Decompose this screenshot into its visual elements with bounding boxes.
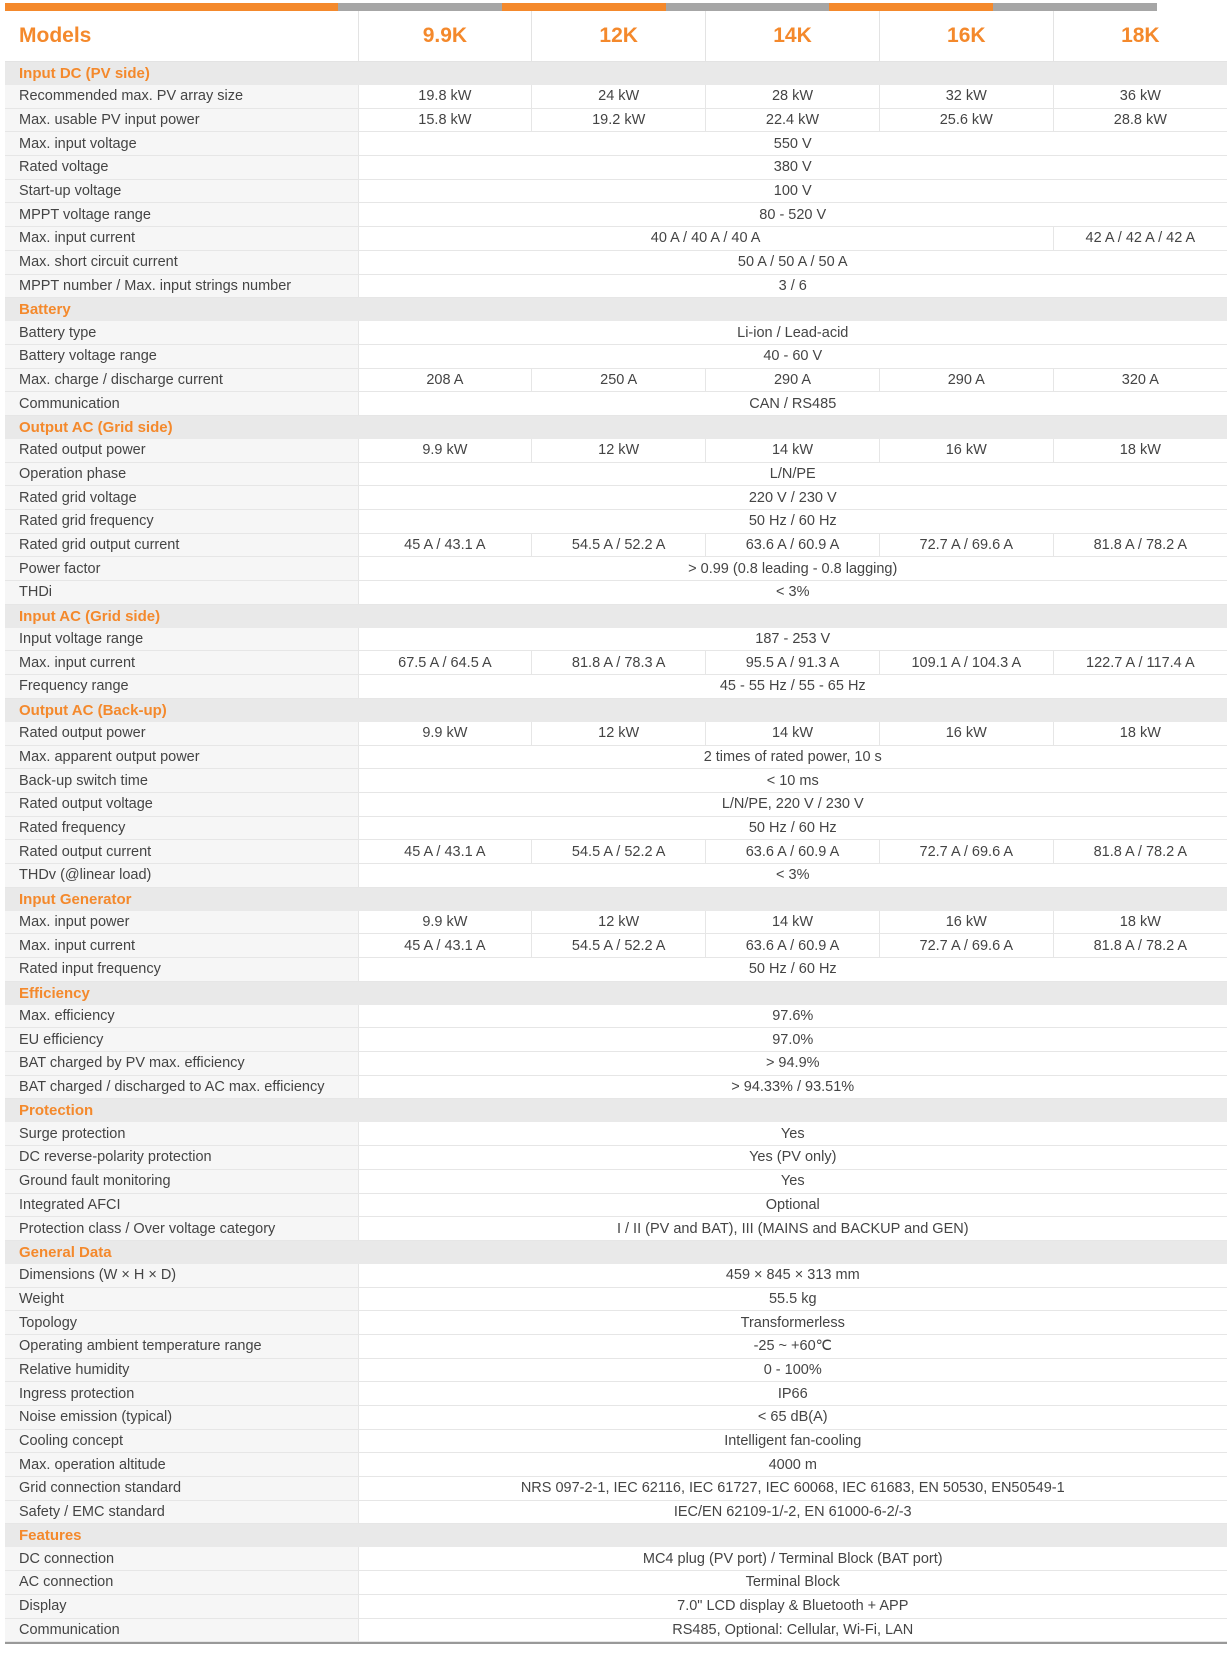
model-column-header: 14K [706, 11, 880, 62]
spec-body [5, 62, 1227, 1642]
value-cell: 42 A / 42 A / 42 A [1053, 227, 1227, 251]
table-row [5, 368, 1227, 392]
row-label: Max. operation altitude [5, 1453, 358, 1477]
row-label: Ground fault monitoring [5, 1169, 358, 1193]
value-cell: < 10 ms [358, 769, 1227, 793]
value-cell: 25.6 kW [879, 108, 1053, 132]
row-label: Start-up voltage [5, 179, 358, 203]
row-label: Max. usable PV input power [5, 108, 358, 132]
table-row [5, 1146, 1227, 1170]
table-row [5, 108, 1227, 132]
table-row [5, 557, 1227, 581]
row-label: Rated output power [5, 722, 358, 745]
value-cell: 97.0% [358, 1028, 1227, 1052]
table-row [5, 1429, 1227, 1453]
row-label: Operation phase [5, 462, 358, 486]
row-label: MPPT number / Max. input strings number [5, 274, 358, 298]
row-label: Noise emission (typical) [5, 1406, 358, 1430]
table-row [5, 1406, 1227, 1430]
table-row [5, 863, 1227, 887]
table-row [5, 533, 1227, 557]
section-title: Input Generator [5, 887, 1227, 911]
row-label: Cooling concept [5, 1429, 358, 1453]
table-row [5, 250, 1227, 274]
section-title: Output AC (Grid side) [5, 415, 1227, 439]
value-cell: 50 Hz / 60 Hz [358, 958, 1227, 982]
table-row [5, 1264, 1227, 1287]
row-label: Max. input power [5, 911, 358, 934]
section-title: Protection [5, 1099, 1227, 1123]
section-header-row [5, 62, 1227, 86]
value-cell: 54.5 A / 52.2 A [532, 840, 706, 864]
value-cell: Yes [358, 1122, 1227, 1145]
section-header-row [5, 604, 1227, 628]
table-row [5, 227, 1227, 251]
value-cell: 45 A / 43.1 A [358, 934, 532, 958]
row-label: Rated output voltage [5, 792, 358, 816]
table-row [5, 1594, 1227, 1618]
row-label: Rated frequency [5, 816, 358, 840]
table-row [5, 911, 1227, 934]
model-column-header: 12K [532, 11, 706, 62]
section-header-row [5, 1240, 1227, 1264]
value-cell: 15.8 kW [358, 108, 532, 132]
value-cell: 9.9 kW [358, 722, 532, 745]
value-cell: 18 kW [1053, 439, 1227, 462]
section-header-row [5, 981, 1227, 1005]
row-label: Recommended max. PV array size [5, 85, 358, 108]
value-cell: 97.6% [358, 1005, 1227, 1028]
section-title: Input DC (PV side) [5, 62, 1227, 86]
value-cell: 459 × 845 × 313 mm [358, 1264, 1227, 1287]
bottom-rule [5, 1642, 1227, 1644]
value-cell: > 0.99 (0.8 leading - 0.8 lagging) [358, 557, 1227, 581]
value-cell: Transformerless [358, 1311, 1227, 1335]
value-cell: 4000 m [358, 1453, 1227, 1477]
model-column-header: 16K [879, 11, 1053, 62]
value-cell: Li-ion / Lead-acid [358, 321, 1227, 344]
table-row [5, 816, 1227, 840]
row-label: DC connection [5, 1547, 358, 1570]
spec-table [5, 11, 1227, 1642]
row-label: THDi [5, 581, 358, 605]
table-row [5, 1311, 1227, 1335]
table-row [5, 1005, 1227, 1028]
row-label: Display [5, 1594, 358, 1618]
value-cell: 45 A / 43.1 A [358, 533, 532, 557]
row-label: Integrated AFCI [5, 1193, 358, 1217]
row-label: Max. input current [5, 227, 358, 251]
value-cell: 63.6 A / 60.9 A [706, 934, 880, 958]
value-cell: 67.5 A / 64.5 A [358, 651, 532, 675]
section-header-row [5, 887, 1227, 911]
value-cell: L/N/PE, 220 V / 230 V [358, 792, 1227, 816]
value-cell: IEC/EN 62109-1/-2, EN 61000-6-2/-3 [358, 1500, 1227, 1524]
row-label: Power factor [5, 557, 358, 581]
value-cell: < 65 dB(A) [358, 1406, 1227, 1430]
value-cell: CAN / RS485 [358, 392, 1227, 416]
value-cell: 220 V / 230 V [358, 486, 1227, 510]
row-label: Rated grid frequency [5, 510, 358, 534]
table-row [5, 840, 1227, 864]
value-cell: 28 kW [706, 85, 880, 108]
section-title: General Data [5, 1240, 1227, 1264]
value-cell: L/N/PE [358, 462, 1227, 486]
value-cell: 208 A [358, 368, 532, 392]
value-cell: 32 kW [879, 85, 1053, 108]
row-label: Max. input current [5, 651, 358, 675]
row-label: Rated output power [5, 439, 358, 462]
value-cell: > 94.9% [358, 1052, 1227, 1076]
value-cell: 0 - 100% [358, 1358, 1227, 1382]
table-row [5, 85, 1227, 108]
value-cell: 14 kW [706, 722, 880, 745]
value-cell: 12 kW [532, 439, 706, 462]
header-color-bars [5, 3, 1227, 11]
header-color-bar [338, 3, 502, 11]
table-row [5, 1334, 1227, 1358]
value-cell: 72.7 A / 69.6 A [879, 934, 1053, 958]
table-row [5, 179, 1227, 203]
table-row [5, 1217, 1227, 1241]
value-cell: 45 A / 43.1 A [358, 840, 532, 864]
table-row [5, 581, 1227, 605]
value-cell: 187 - 253 V [358, 628, 1227, 651]
row-label: Max. short circuit current [5, 250, 358, 274]
table-row [5, 1075, 1227, 1099]
value-cell: 16 kW [879, 911, 1053, 934]
row-label: Operating ambient temperature range [5, 1334, 358, 1358]
value-cell: 80 - 520 V [358, 203, 1227, 227]
table-row [5, 344, 1227, 368]
row-label: BAT charged by PV max. efficiency [5, 1052, 358, 1076]
row-label: Dimensions (W × H × D) [5, 1264, 358, 1287]
value-cell: 100 V [358, 179, 1227, 203]
row-label: AC connection [5, 1571, 358, 1595]
row-label: Input voltage range [5, 628, 358, 651]
value-cell: Yes [358, 1169, 1227, 1193]
model-column-header: 9.9K [358, 11, 532, 62]
row-label: EU efficiency [5, 1028, 358, 1052]
value-cell: < 3% [358, 581, 1227, 605]
row-label: Max. charge / discharge current [5, 368, 358, 392]
value-cell: 12 kW [532, 911, 706, 934]
row-label: Surge protection [5, 1122, 358, 1145]
row-label: THDv (@linear load) [5, 863, 358, 887]
value-cell: 54.5 A / 52.2 A [532, 533, 706, 557]
value-cell: Terminal Block [358, 1571, 1227, 1595]
table-row [5, 1571, 1227, 1595]
value-cell: -25 ~ +60℃ [358, 1334, 1227, 1358]
model-column-header: 18K [1053, 11, 1227, 62]
value-cell: 81.8 A / 78.2 A [1053, 840, 1227, 864]
section-header-row [5, 1099, 1227, 1123]
table-row [5, 132, 1227, 156]
row-label: DC reverse-polarity protection [5, 1146, 358, 1170]
value-cell: 9.9 kW [358, 439, 532, 462]
row-label: Back-up switch time [5, 769, 358, 793]
value-cell: 95.5 A / 91.3 A [706, 651, 880, 675]
value-cell: 36 kW [1053, 85, 1227, 108]
table-row [5, 792, 1227, 816]
row-label: Rated grid voltage [5, 486, 358, 510]
header-color-bar [829, 3, 993, 11]
row-label: Rated input frequency [5, 958, 358, 982]
table-row [5, 156, 1227, 180]
table-row [5, 1477, 1227, 1501]
value-cell: 14 kW [706, 911, 880, 934]
table-row [5, 1358, 1227, 1382]
value-cell: 63.6 A / 60.9 A [706, 533, 880, 557]
table-row [5, 1547, 1227, 1570]
value-cell: 81.8 A / 78.3 A [532, 651, 706, 675]
section-header-row [5, 415, 1227, 439]
header-color-bar [502, 3, 666, 11]
row-label: Max. efficiency [5, 1005, 358, 1028]
value-cell: 7.0" LCD display & Bluetooth + APP [358, 1594, 1227, 1618]
table-row [5, 1028, 1227, 1052]
value-cell: 28.8 kW [1053, 108, 1227, 132]
table-row [5, 722, 1227, 745]
value-cell: 16 kW [879, 722, 1053, 745]
row-label: Battery type [5, 321, 358, 344]
table-row [5, 1052, 1227, 1076]
row-label: Rated grid output current [5, 533, 358, 557]
row-label: Communication [5, 392, 358, 416]
value-cell: 72.7 A / 69.6 A [879, 840, 1053, 864]
value-cell: 24 kW [532, 85, 706, 108]
row-label: Weight [5, 1287, 358, 1311]
table-row [5, 628, 1227, 651]
value-cell: 81.8 A / 78.2 A [1053, 533, 1227, 557]
value-cell: Optional [358, 1193, 1227, 1217]
models-header-row [5, 11, 1227, 62]
value-cell: 320 A [1053, 368, 1227, 392]
value-cell: 40 A / 40 A / 40 A [358, 227, 1053, 251]
section-title: Features [5, 1524, 1227, 1548]
value-cell: 19.8 kW [358, 85, 532, 108]
row-label: Relative humidity [5, 1358, 358, 1382]
table-row [5, 1287, 1227, 1311]
spec-sheet [5, 3, 1227, 1644]
table-row [5, 769, 1227, 793]
value-cell: Intelligent fan-cooling [358, 1429, 1227, 1453]
row-label: Communication [5, 1618, 358, 1642]
table-row [5, 1382, 1227, 1406]
value-cell: 3 / 6 [358, 274, 1227, 298]
section-title: Battery [5, 298, 1227, 322]
value-cell: 380 V [358, 156, 1227, 180]
value-cell: 18 kW [1053, 911, 1227, 934]
section-header-row [5, 298, 1227, 322]
row-label: MPPT voltage range [5, 203, 358, 227]
section-title: Output AC (Back-up) [5, 698, 1227, 722]
value-cell: 45 - 55 Hz / 55 - 65 Hz [358, 675, 1227, 699]
value-cell: > 94.33% / 93.51% [358, 1075, 1227, 1099]
value-cell: 290 A [706, 368, 880, 392]
value-cell: 250 A [532, 368, 706, 392]
table-row [5, 1453, 1227, 1477]
table-row [5, 958, 1227, 982]
header-color-bar [5, 3, 338, 11]
value-cell: 9.9 kW [358, 911, 532, 934]
table-row [5, 675, 1227, 699]
row-label: Max. apparent output power [5, 745, 358, 769]
value-cell: I / II (PV and BAT), III (MAINS and BACKUP and GEN) [358, 1217, 1227, 1241]
value-cell: 2 times of rated power, 10 s [358, 745, 1227, 769]
header-color-bar [666, 3, 830, 11]
value-cell: 122.7 A / 117.4 A [1053, 651, 1227, 675]
row-label: Safety / EMC standard [5, 1500, 358, 1524]
value-cell: 550 V [358, 132, 1227, 156]
table-row [5, 462, 1227, 486]
table-row [5, 392, 1227, 416]
value-cell: 40 - 60 V [358, 344, 1227, 368]
value-cell: 55.5 kg [358, 1287, 1227, 1311]
value-cell: 14 kW [706, 439, 880, 462]
row-label: Rated voltage [5, 156, 358, 180]
value-cell: < 3% [358, 863, 1227, 887]
row-label: Protection class / Over voltage category [5, 1217, 358, 1241]
value-cell: 109.1 A / 104.3 A [879, 651, 1053, 675]
row-label: Rated output current [5, 840, 358, 864]
value-cell: 50 Hz / 60 Hz [358, 510, 1227, 534]
table-row [5, 745, 1227, 769]
value-cell: MC4 plug (PV port) / Terminal Block (BAT port) [358, 1547, 1227, 1570]
section-title: Input AC (Grid side) [5, 604, 1227, 628]
value-cell: Yes (PV only) [358, 1146, 1227, 1170]
value-cell: 16 kW [879, 439, 1053, 462]
table-row [5, 1169, 1227, 1193]
row-label: Max. input current [5, 934, 358, 958]
table-row [5, 439, 1227, 462]
row-label: Ingress protection [5, 1382, 358, 1406]
table-row [5, 510, 1227, 534]
table-row [5, 1193, 1227, 1217]
row-label: Grid connection standard [5, 1477, 358, 1501]
value-cell: 50 A / 50 A / 50 A [358, 250, 1227, 274]
value-cell: RS485, Optional: Cellular, Wi-Fi, LAN [358, 1618, 1227, 1642]
row-label: Frequency range [5, 675, 358, 699]
value-cell: 19.2 kW [532, 108, 706, 132]
row-label: Max. input voltage [5, 132, 358, 156]
section-title: Efficiency [5, 981, 1227, 1005]
value-cell: 54.5 A / 52.2 A [532, 934, 706, 958]
value-cell: 50 Hz / 60 Hz [358, 816, 1227, 840]
header-color-bar [993, 3, 1157, 11]
value-cell: 81.8 A / 78.2 A [1053, 934, 1227, 958]
table-row [5, 1122, 1227, 1145]
table-row [5, 203, 1227, 227]
row-label: Topology [5, 1311, 358, 1335]
value-cell: NRS 097-2-1, IEC 62116, IEC 61727, IEC 60068, IEC 61683, EN 50530, EN50549-1 [358, 1477, 1227, 1501]
table-row [5, 1500, 1227, 1524]
table-row [5, 651, 1227, 675]
value-cell: IP66 [358, 1382, 1227, 1406]
value-cell: 72.7 A / 69.6 A [879, 533, 1053, 557]
value-cell: 290 A [879, 368, 1053, 392]
table-row [5, 934, 1227, 958]
value-cell: 18 kW [1053, 722, 1227, 745]
table-row [5, 274, 1227, 298]
models-label: Models [5, 11, 358, 62]
row-label: BAT charged / discharged to AC max. efficiency [5, 1075, 358, 1099]
table-row [5, 321, 1227, 344]
value-cell: 22.4 kW [706, 108, 880, 132]
table-row [5, 486, 1227, 510]
row-label: Battery voltage range [5, 344, 358, 368]
value-cell: 63.6 A / 60.9 A [706, 840, 880, 864]
section-header-row [5, 698, 1227, 722]
value-cell: 12 kW [532, 722, 706, 745]
section-header-row [5, 1524, 1227, 1548]
table-row [5, 1618, 1227, 1642]
